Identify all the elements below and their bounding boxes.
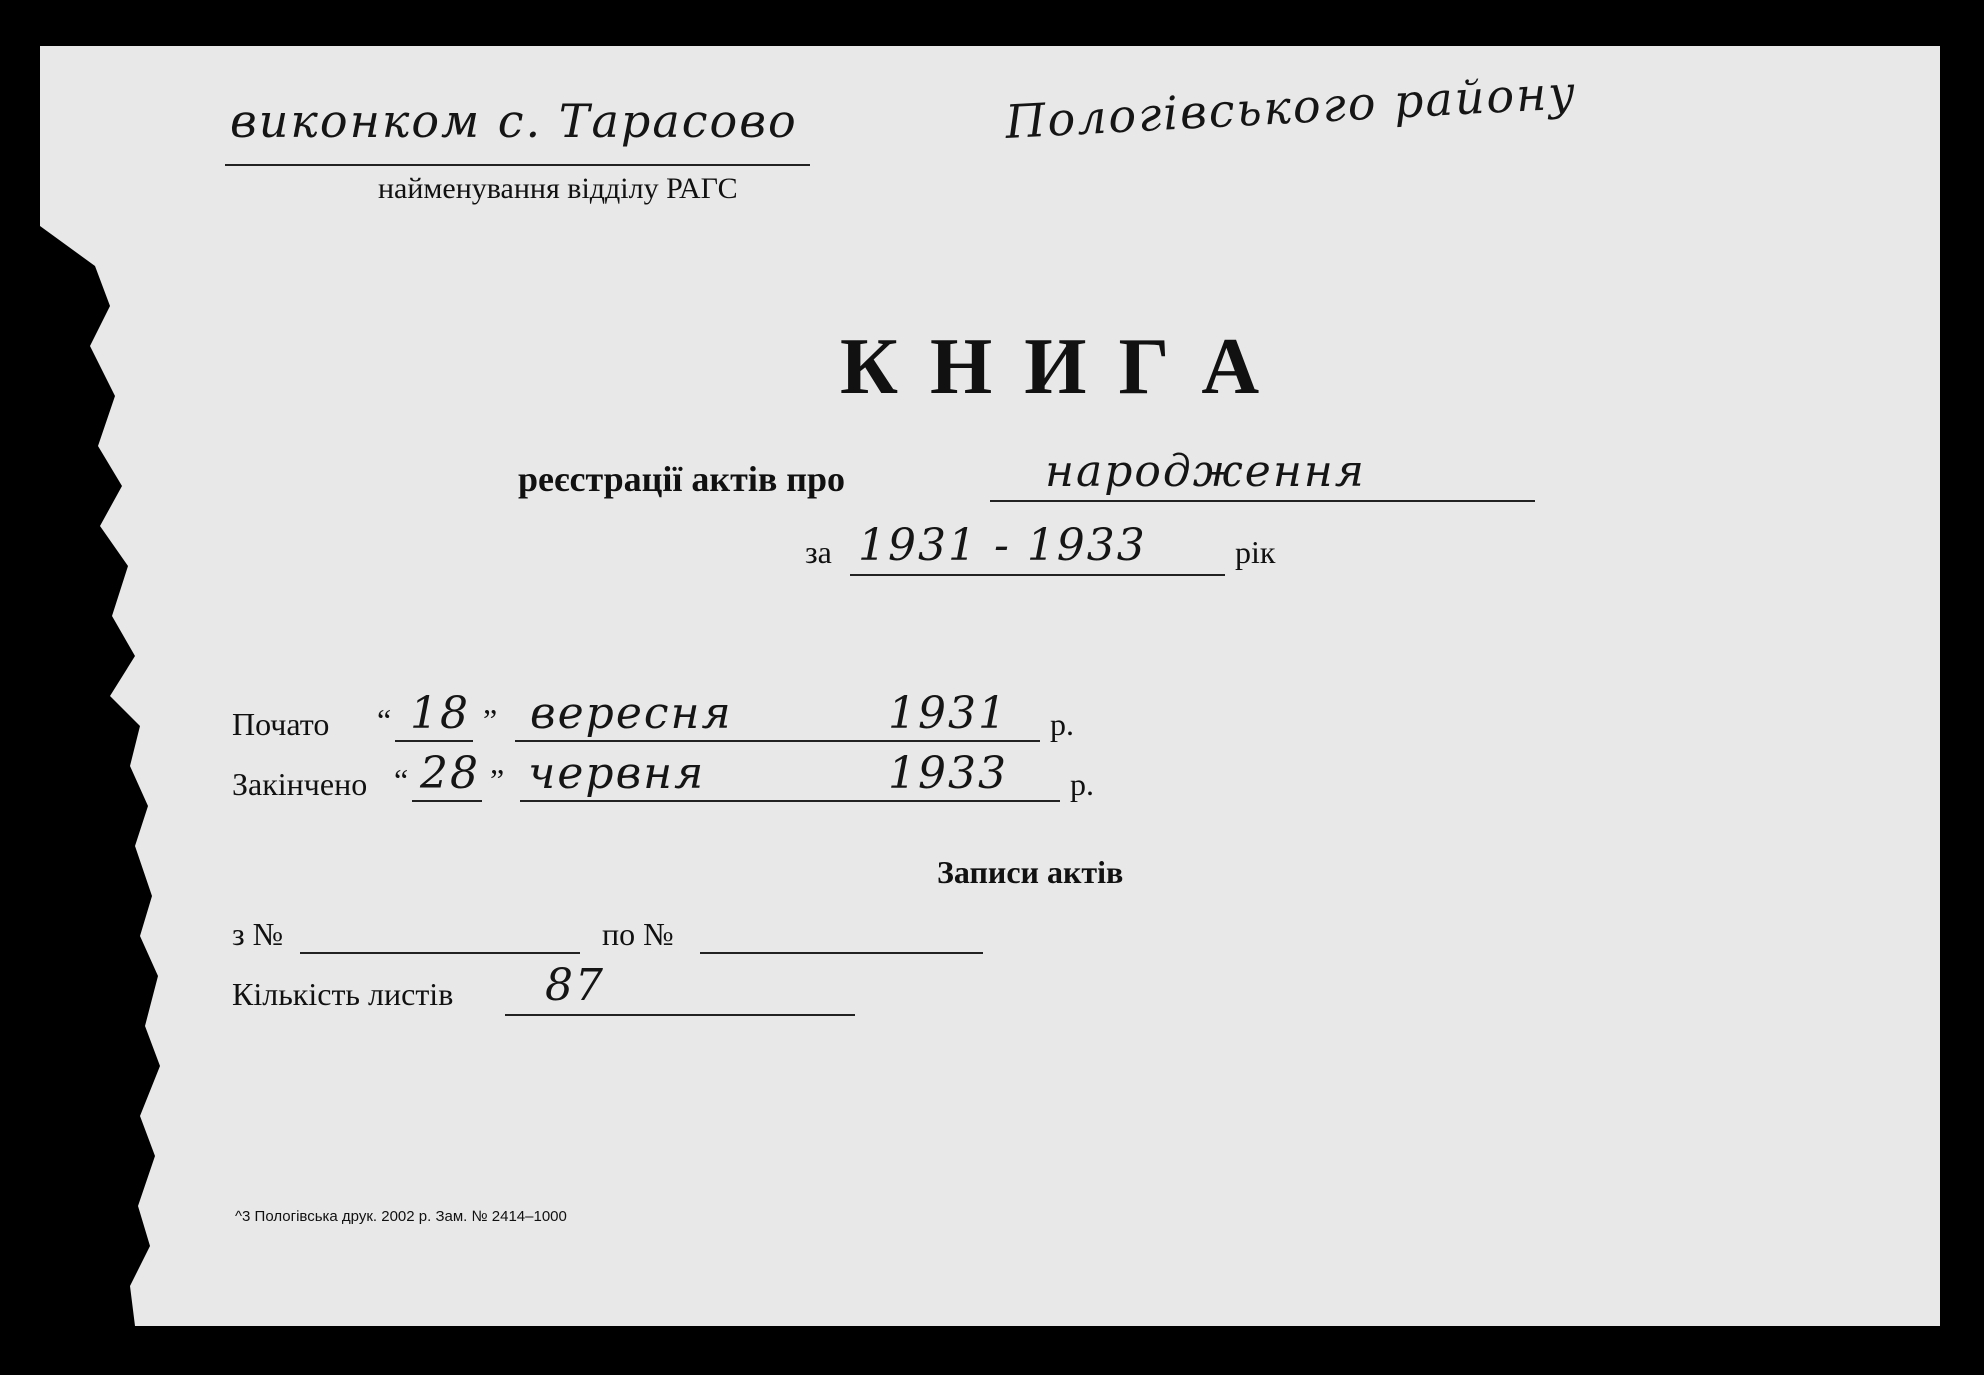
period-handwritten: 1931 - 1933	[858, 520, 1147, 571]
started-suffix: р.	[1050, 706, 1074, 742]
records-to-label: по №	[602, 916, 674, 952]
finished-day-handwritten: 28	[420, 748, 480, 799]
sheets-count-handwritten: 87	[545, 960, 605, 1011]
district-name-handwritten: Пологівського району	[1003, 65, 1579, 149]
finished-close-quote: ”	[490, 762, 505, 798]
printer-imprint: ^3 Пологівська друк. 2002 р. Зам. № 2414–1000	[235, 1208, 567, 1225]
started-open-quote: “	[377, 702, 392, 738]
started-close-quote: ”	[483, 702, 498, 738]
office-name-underline	[225, 164, 810, 166]
started-day-handwritten: 18	[410, 688, 470, 739]
register-cover-page	[40, 46, 1940, 1326]
finished-suffix: р.	[1070, 766, 1094, 802]
office-caption: найменування відділу РАГС	[378, 172, 738, 205]
act-type-underline	[990, 500, 1535, 502]
office-name-handwritten: виконком с. Тарасово	[230, 94, 798, 148]
started-label: Почато	[232, 706, 330, 742]
finished-month-year-underline	[520, 800, 1060, 802]
act-type-handwritten: народження	[1045, 446, 1366, 497]
finished-day-underline	[412, 800, 482, 802]
period-underline	[850, 574, 1225, 576]
subtitle-prefix: реєстрації актів про	[518, 459, 846, 499]
finished-month-handwritten: червня	[528, 748, 706, 799]
torn-edge	[40, 46, 200, 1326]
sheets-underline	[505, 1014, 855, 1016]
finished-label: Закінчено	[232, 766, 368, 802]
started-year-handwritten: 1931	[888, 688, 1008, 739]
records-to-underline	[700, 952, 983, 954]
records-from-label: з №	[232, 916, 284, 952]
finished-year-handwritten: 1933	[888, 748, 1008, 799]
period-prefix: за	[805, 534, 832, 570]
finished-open-quote: “	[394, 762, 409, 798]
sheets-label: Кількість листів	[232, 976, 454, 1012]
records-heading: Записи актів	[937, 854, 1124, 890]
started-day-underline	[395, 740, 473, 742]
started-month-handwritten: вересня	[530, 688, 733, 739]
page-title: К Н И Г А	[840, 323, 1266, 411]
started-month-year-underline	[515, 740, 1040, 742]
period-suffix: рік	[1235, 534, 1276, 570]
records-from-underline	[300, 952, 580, 954]
